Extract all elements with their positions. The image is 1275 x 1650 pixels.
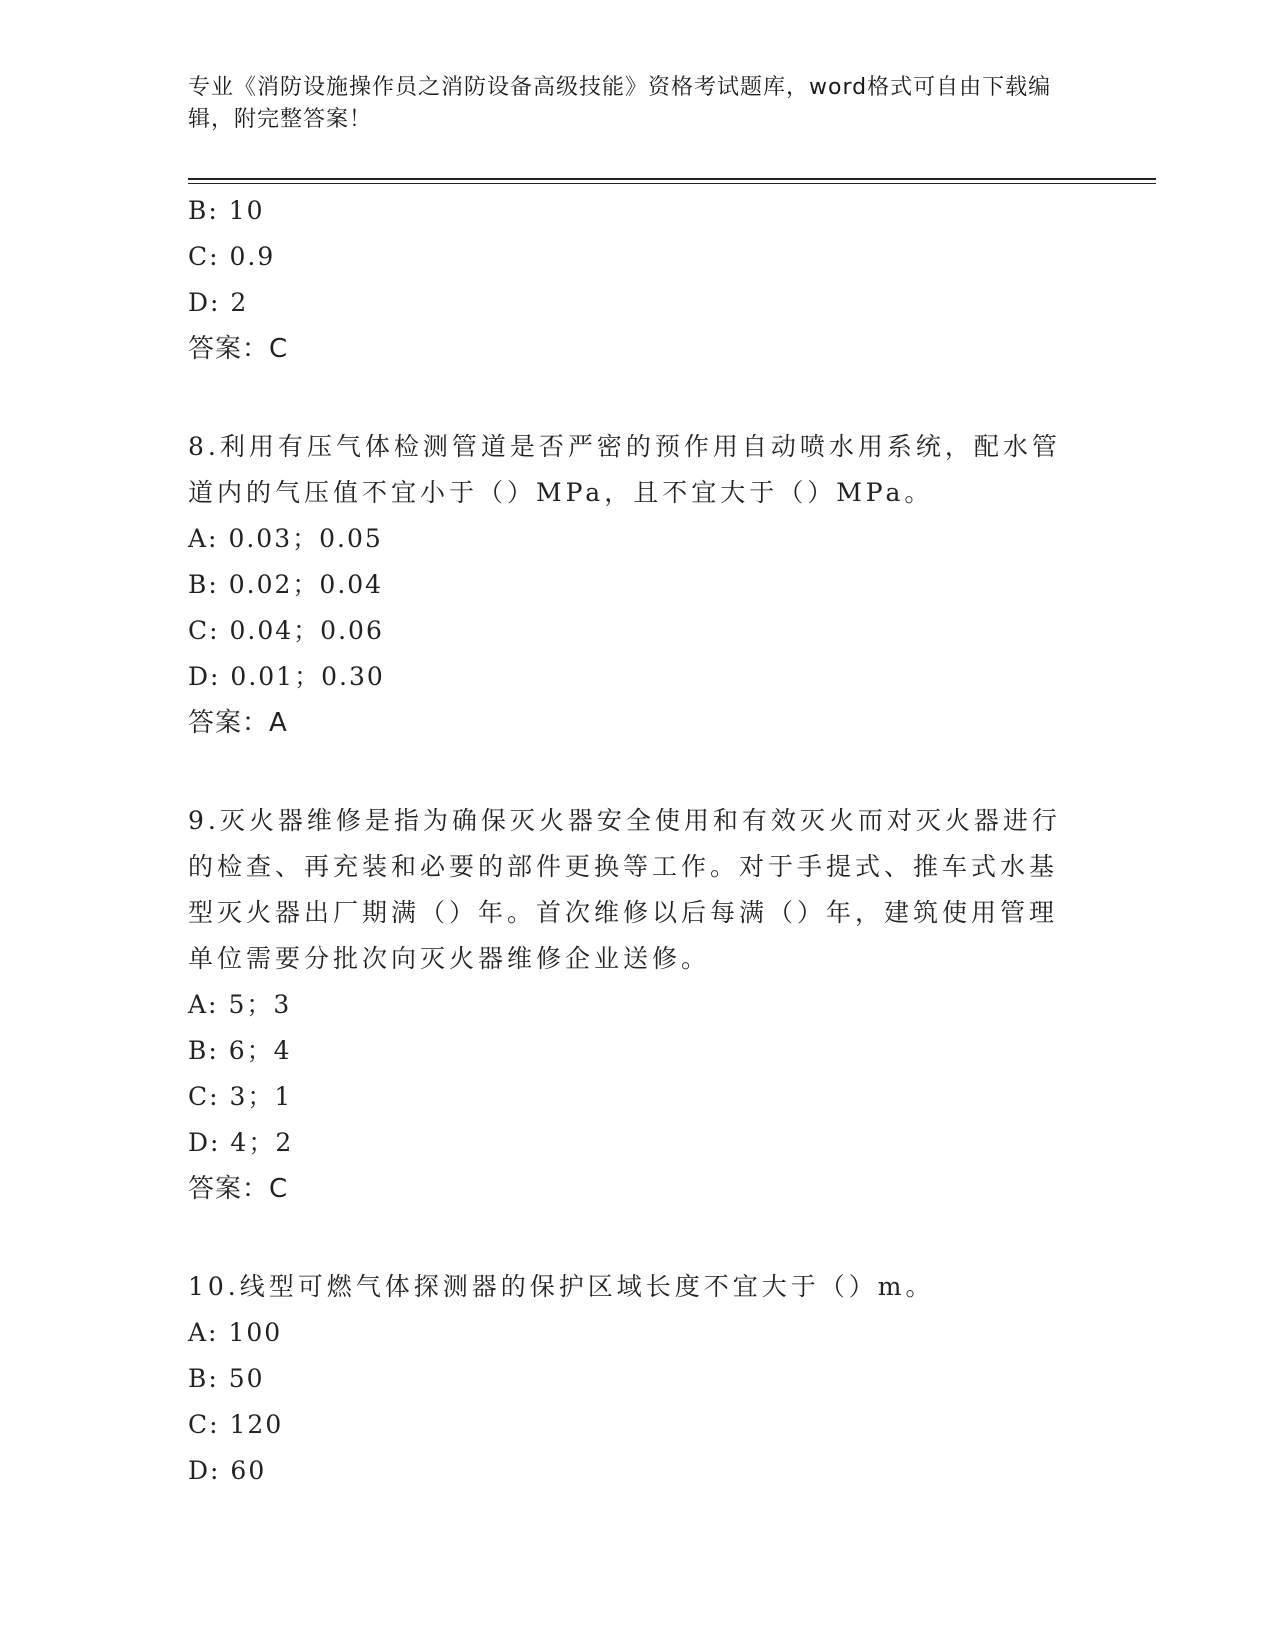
option-line [188, 280, 1068, 326]
option-label: D: [188, 1128, 221, 1157]
answer-label: 答案： [188, 334, 270, 364]
option-line [188, 516, 1068, 562]
answer-value: C [269, 334, 289, 364]
option-label: C: [188, 242, 220, 271]
option-text: 6；4 [228, 1036, 292, 1065]
answer-line [188, 326, 1068, 372]
option-line [188, 1356, 1068, 1402]
option-label: B: [188, 570, 219, 599]
option-text: 0.03；0.05 [228, 524, 383, 553]
option-text: 10 [228, 196, 265, 225]
option-line [188, 982, 1068, 1028]
question-8 [188, 424, 1068, 746]
option-text: 0.9 [229, 242, 276, 271]
option-line [188, 562, 1068, 608]
option-text: 3；1 [229, 1082, 293, 1111]
question-text: 8.利用有压气体检测管道是否严密的预作用自动喷水用系统，配水管道内的气压值不宜小于（）MPa，且不宜大于（）MPa。 [188, 432, 1061, 507]
option-text: 100 [228, 1318, 283, 1347]
header-rule-thick [188, 178, 1156, 180]
option-label: C: [188, 1082, 220, 1111]
option-label: A: [188, 990, 219, 1019]
option-line [188, 234, 1068, 280]
answer-line [188, 1166, 1068, 1212]
option-label: D: [188, 288, 221, 317]
option-label: D: [188, 662, 221, 691]
page-header: 专业《消防设施操作员之消防设备高级技能》资格考试题库，word格式可自由下载编辑，附完整答案！ [188, 75, 1052, 132]
question-10 [188, 1264, 1068, 1494]
option-line [188, 1310, 1068, 1356]
header-rule-thin [188, 183, 1156, 184]
answer-label: 答案： [188, 1174, 270, 1204]
answer-line [188, 700, 1068, 746]
question-text: 10.线型可燃气体探测器的保护区域长度不宜大于（）m。 [188, 1272, 935, 1301]
option-text: 0.01；0.30 [230, 662, 385, 691]
option-label: B: [188, 1036, 219, 1065]
option-label: A: [188, 1318, 219, 1347]
option-text: 60 [230, 1456, 267, 1485]
carryover-block [188, 188, 1068, 372]
option-line [188, 1448, 1068, 1494]
option-line [188, 608, 1068, 654]
option-label: B: [188, 196, 219, 225]
option-text: 2 [230, 288, 249, 317]
option-label: C: [188, 616, 220, 645]
option-label: C: [188, 1410, 220, 1439]
option-line [188, 1402, 1068, 1448]
question-text: 9.灭火器维修是指为确保灭火器安全使用和有效灭火而对灭火器进行的检查、再充装和必要的部件更换等工作。对于手提式、推车式水基型灭火器出厂期满（）年。首次维修以后每满（）年，建筑使用管理单位需要分批次向灭火器维修企业送修。 [188, 806, 1061, 973]
option-label: A: [188, 524, 219, 553]
option-text: 0.02；0.04 [228, 570, 384, 599]
option-label: B: [188, 1364, 219, 1393]
option-line [188, 654, 1068, 700]
answer-value: A [269, 708, 288, 738]
option-text: 50 [228, 1364, 265, 1393]
question-9 [188, 798, 1068, 1212]
option-text: 4；2 [230, 1128, 294, 1157]
answer-value: C [269, 1174, 289, 1204]
option-text: 5；3 [228, 990, 292, 1019]
option-label: D: [188, 1456, 221, 1485]
option-line [188, 1074, 1068, 1120]
option-line [188, 188, 1068, 234]
option-text: 0.04；0.06 [229, 616, 384, 645]
answer-label: 答案： [188, 708, 270, 738]
option-text: 120 [229, 1410, 284, 1439]
option-line [188, 1028, 1068, 1074]
question-content [188, 188, 1068, 1494]
option-line [188, 1120, 1068, 1166]
